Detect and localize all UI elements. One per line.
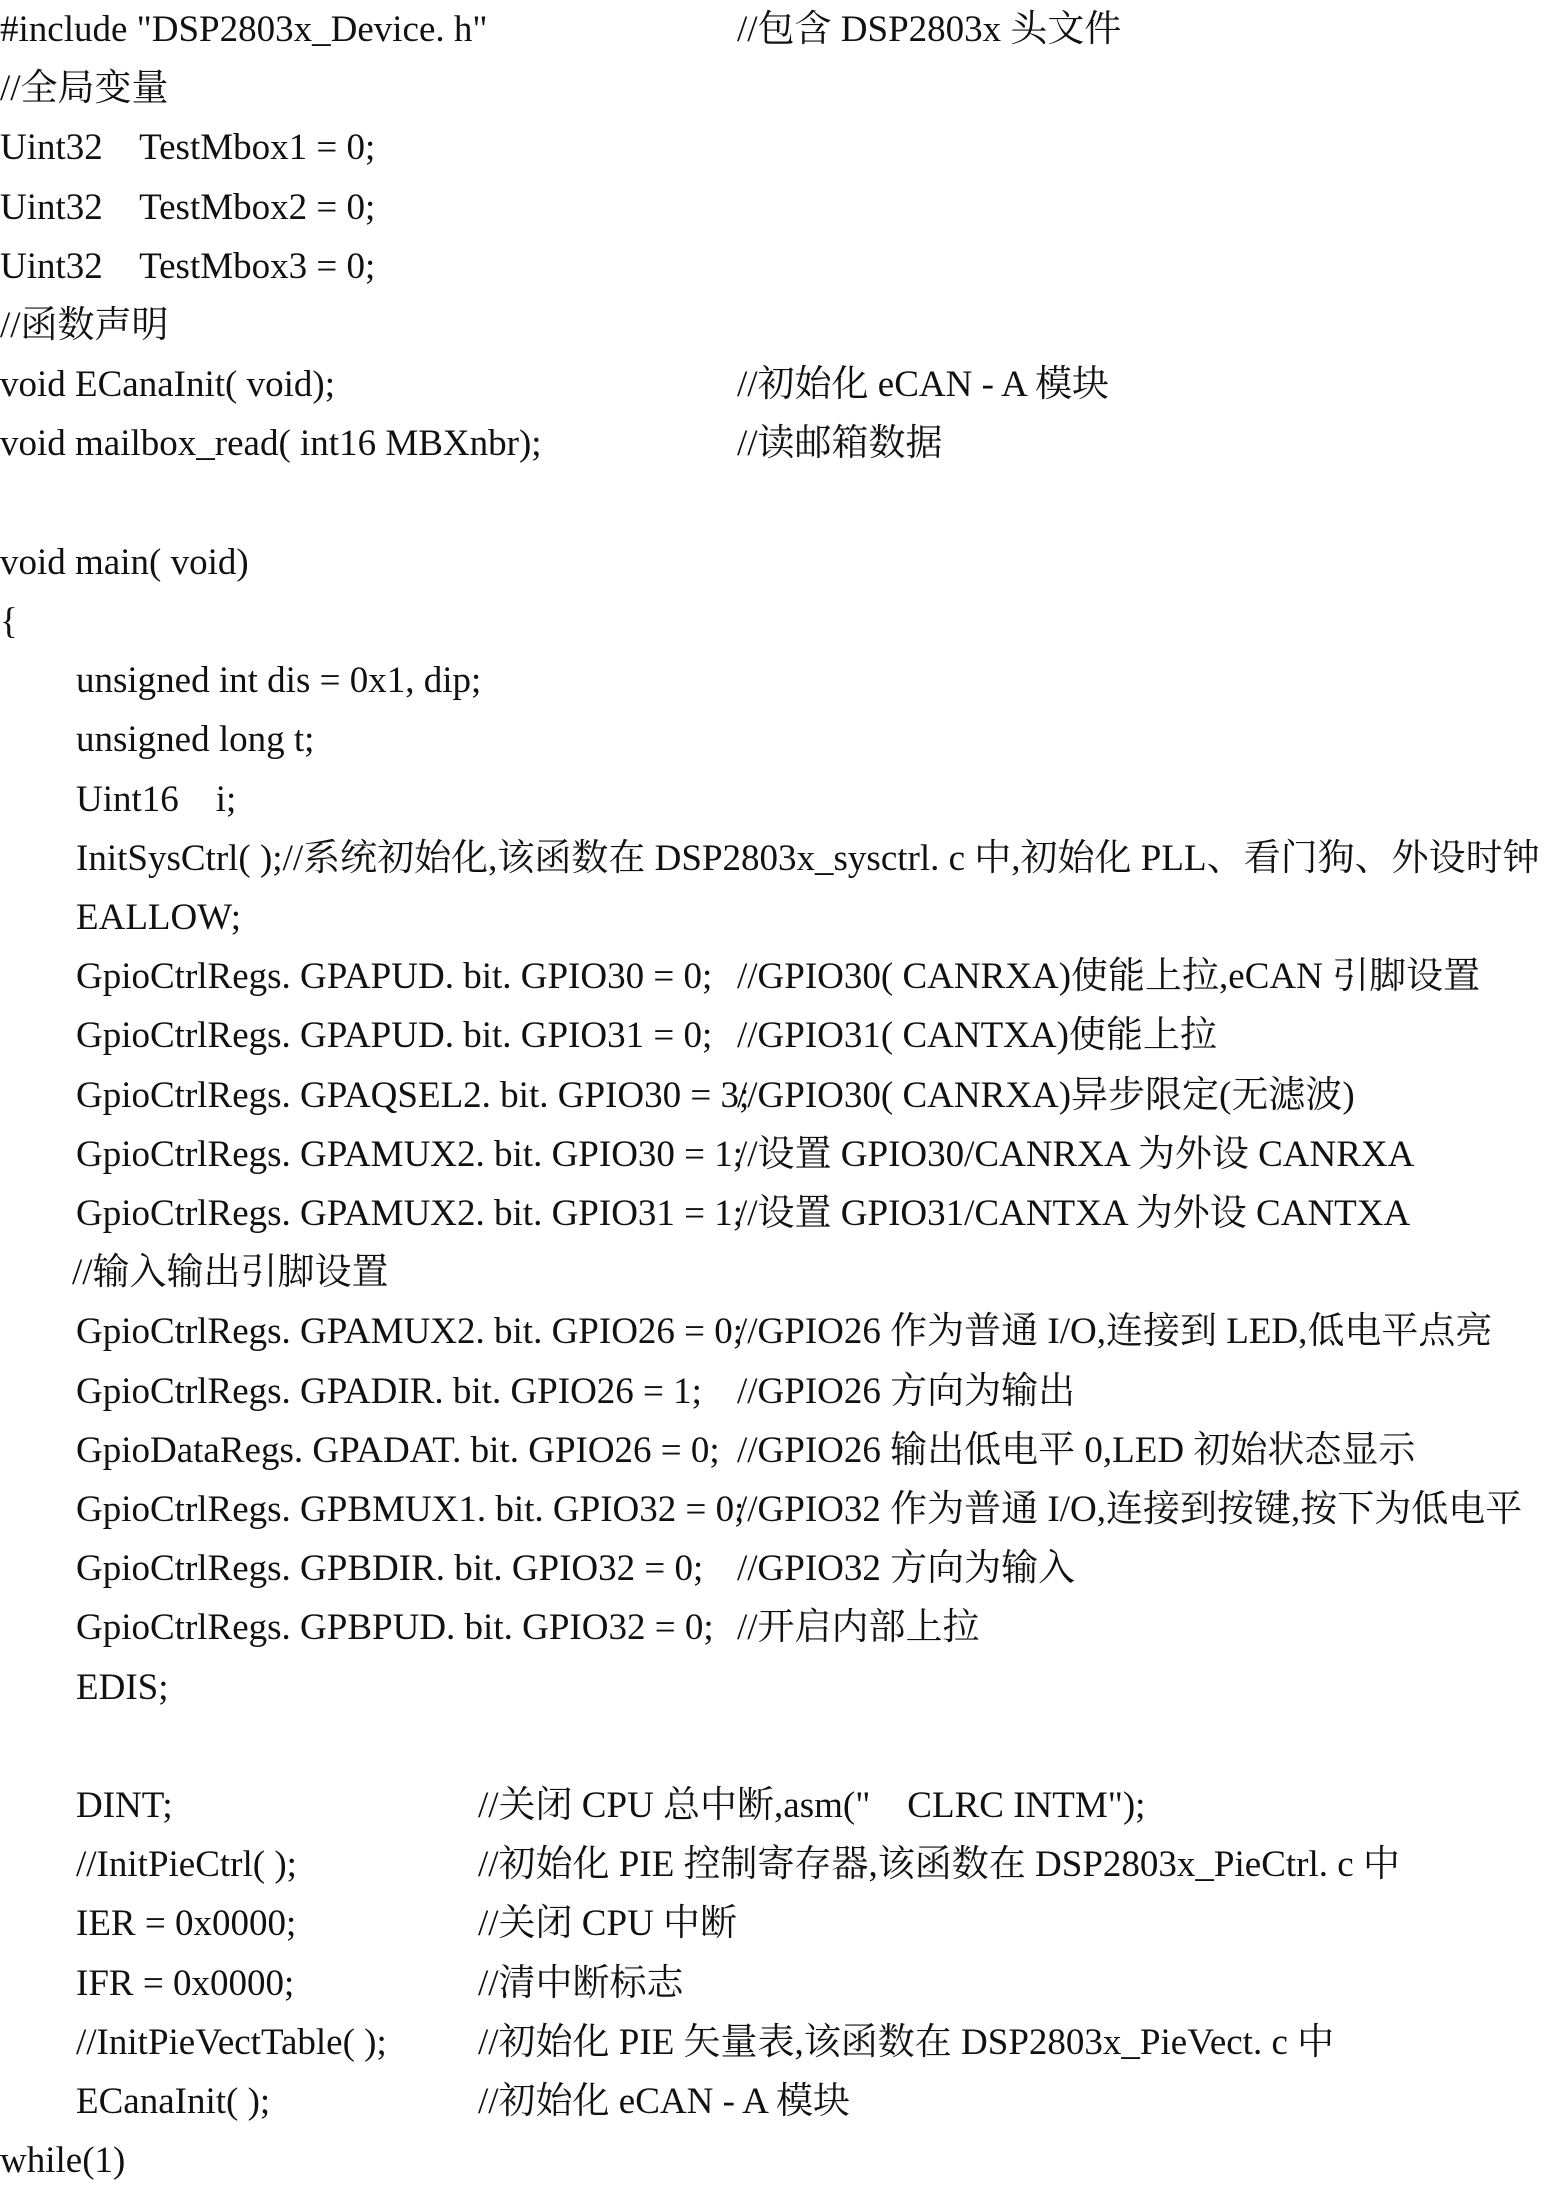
code-text: { (0, 601, 18, 642)
code-comment: //GPIO32 作为普通 I/O,连接到按键,按下为低电平 (737, 1489, 1523, 1530)
code-line (0, 1480, 1568, 1539)
code-text: IFR = 0x0000; (76, 1962, 295, 2004)
code-text: //函数声明 (0, 305, 169, 346)
code-line (0, 1539, 1568, 1598)
code-text: InitSysCtrl( );//系统初始化,该函数在 DSP2803x_sysctrl. c 中,初始化 PLL、看门狗、外设时钟 (76, 837, 1540, 879)
code-line (0, 1835, 1568, 1894)
code-text: while(1) (0, 2140, 126, 2182)
code-text: #include "DSP2803x_Device. h" (0, 9, 488, 50)
code-line (0, 1894, 1568, 1953)
code-text: GpioDataRegs. GPADAT. bit. GPIO26 = 0; (76, 1429, 720, 1471)
code-text: //InitPieCtrl( ); (76, 1844, 297, 1886)
code-text: //输入输出引脚设置 (72, 1252, 389, 1294)
code-comment: //GPIO30( CANRXA)异步限定(无滤波) (737, 1074, 1355, 1116)
code-text: Uint32 TestMbox2 = 0; (0, 186, 376, 228)
code-line (0, 1302, 1568, 1361)
code-text: GpioCtrlRegs. GPAMUX2. bit. GPIO31 = 1; (76, 1193, 744, 1234)
code-line (0, 947, 1568, 1006)
code-text: DINT; (76, 1785, 173, 1826)
code-text: GpioCtrlRegs. GPAPUD. bit. GPIO30 = 0; (76, 956, 713, 998)
code-line (0, 2072, 1568, 2131)
code-line (0, 59, 1568, 118)
code-line (0, 1184, 1568, 1243)
code-line (0, 1598, 1568, 1657)
code-text: IER = 0x0000; (76, 1903, 297, 1945)
code-comment: //清中断标志 (478, 1962, 684, 2004)
code-text: GpioCtrlRegs. GPBDIR. bit. GPIO32 = 0; (76, 1548, 704, 1590)
code-text: //全局变量 (0, 68, 169, 110)
code-comment: //包含 DSP2803x 头文件 (737, 9, 1122, 50)
code-line (0, 178, 1568, 237)
code-comment: //设置 GPIO30/CANRXA 为外设 CANRXA (737, 1133, 1415, 1175)
code-comment: //GPIO31( CANTXA)使能上拉 (737, 1015, 1217, 1057)
code-text: ECanaInit( ); (76, 2081, 271, 2122)
code-comment: //初始化 eCAN - A 模块 (737, 364, 1110, 406)
code-comment: //GPIO26 输出低电平 0,LED 初始状态显示 (737, 1429, 1416, 1471)
code-line (0, 296, 1568, 355)
code-text: Uint32 TestMbox1 = 0; (0, 127, 376, 169)
code-line (0, 829, 1568, 888)
code-comment: //关闭 CPU 总中断,asm(" CLRC INTM"); (478, 1785, 1146, 1826)
code-comment: //GPIO26 方向为输出 (737, 1370, 1076, 1412)
code-comment: //初始化 PIE 矢量表,该函数在 DSP2803x_PieVect. c 中 (478, 2021, 1335, 2063)
code-line (0, 533, 1568, 592)
code-text: unsigned long t; (76, 719, 315, 761)
code-text: EALLOW; (76, 897, 242, 938)
code-line (0, 1362, 1568, 1421)
code-line (0, 414, 1568, 473)
code-line (0, 237, 1568, 296)
code-line (0, 888, 1568, 947)
code-text: EDIS; (76, 1666, 169, 1708)
code-line (0, 770, 1568, 829)
code-line (0, 1776, 1568, 1835)
code-line (0, 2013, 1568, 2072)
code-comment: //GPIO32 方向为输入 (737, 1548, 1076, 1590)
code-line (0, 1954, 1568, 2013)
code-text: GpioCtrlRegs. GPAMUX2. bit. GPIO30 = 1; (76, 1133, 744, 1175)
code-line (0, 1006, 1568, 1065)
code-line (0, 1243, 1568, 1302)
code-line (0, 2131, 1568, 2190)
code-text: GpioCtrlRegs. GPAMUX2. bit. GPIO26 = 0; (76, 1311, 744, 1353)
code-text: Uint32 TestMbox3 = 0; (0, 245, 376, 287)
code-text: Uint16 i; (76, 778, 237, 820)
code-line (0, 1066, 1568, 1125)
code-text: //InitPieVectTable( ); (76, 2021, 387, 2063)
code-comment: //关闭 CPU 中断 (478, 1903, 738, 1945)
code-line (0, 1658, 1568, 1717)
code-comment: //初始化 PIE 控制寄存器,该函数在 DSP2803x_PieCtrl. c 中 (478, 1844, 1400, 1886)
code-line (0, 355, 1568, 414)
code-text: GpioCtrlRegs. GPAPUD. bit. GPIO31 = 0; (76, 1015, 713, 1057)
code-comment: //设置 GPIO31/CANTXA 为外设 CANTXA (737, 1193, 1411, 1234)
code-line (0, 1125, 1568, 1184)
code-line (0, 710, 1568, 769)
code-text: GpioCtrlRegs. GPADIR. bit. GPIO26 = 1; (76, 1370, 702, 1412)
code-line (0, 592, 1568, 651)
code-line (0, 1717, 1568, 1776)
code-comment: //开启内部上拉 (737, 1607, 980, 1649)
code-comment: //GPIO30( CANRXA)使能上拉,eCAN 引脚设置 (737, 956, 1481, 998)
code-text: unsigned int dis = 0x1, dip; (76, 660, 482, 702)
code-text: GpioCtrlRegs. GPAQSEL2. bit. GPIO30 = 3; (76, 1074, 750, 1116)
code-text: void mailbox_read( int16 MBXnbr); (0, 423, 542, 465)
code-comment: //读邮箱数据 (737, 423, 943, 465)
code-line (0, 0, 1568, 59)
code-text: GpioCtrlRegs. GPBMUX1. bit. GPIO32 = 0; (76, 1489, 745, 1530)
code-text: void main( void) (0, 541, 249, 583)
code-line (0, 651, 1568, 710)
code-line (0, 118, 1568, 177)
code-text: GpioCtrlRegs. GPBPUD. bit. GPIO32 = 0; (76, 1607, 714, 1649)
code-line (0, 474, 1568, 533)
code-text: void ECanaInit( void); (0, 364, 335, 406)
code-comment: //GPIO26 作为普通 I/O,连接到 LED,低电平点亮 (737, 1311, 1493, 1353)
code-line (0, 1421, 1568, 1480)
code-comment: //初始化 eCAN - A 模块 (478, 2081, 851, 2122)
